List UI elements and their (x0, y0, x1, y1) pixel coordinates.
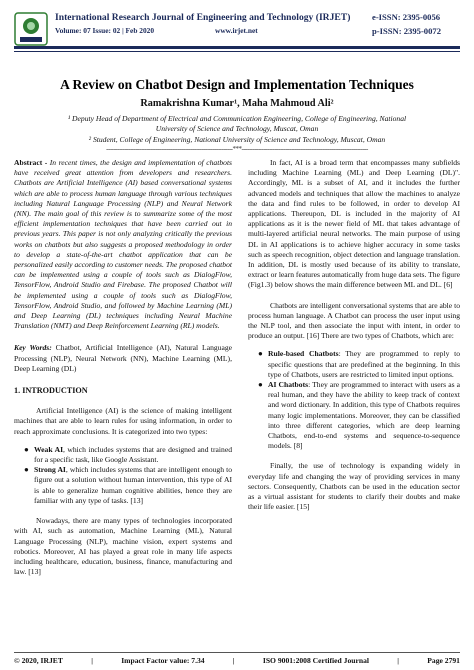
list-item (258, 349, 460, 380)
right-column (248, 158, 460, 513)
list-item-text: : They are programmed to interact with users as a real human, and they have the ability to keep track of context and word dictionary. In addition, this type of Chatbots requires many logic implementations. Moreover, they can be classified into three different categories, which are deep learning Chatbots, end-to-end systems and sequence-to-sequence models. [8] (268, 380, 461, 451)
journal-name: International Research Journal of Engineering and Technology (IRJET) (55, 12, 351, 23)
keywords (14, 343, 232, 374)
right-paragraph-3: Finally, the use of technology is expanding widely in everyday life and changing the way of providing services in many sectors. Consequently, Chatbots can be used in the education sector as a virtual assistant for students to clarify their doubts and make their life easier. [15] (248, 461, 460, 512)
bullet-icon: ● (24, 444, 29, 454)
page-footer (14, 656, 460, 665)
abstract-label: Abstract - (14, 158, 48, 167)
affiliation-1-line-2: University of Science and Technology, Muscat, Oman (155, 124, 319, 133)
footer-rule (14, 652, 460, 653)
paper-authors: Ramakrishna Kumar¹, Maha Mahmoud Ali² (140, 98, 334, 109)
list-item-label: AI Chatbots (268, 380, 309, 390)
bullet-icon: ● (258, 349, 263, 359)
list-item-label: Weak AI (34, 444, 64, 454)
abstract (14, 158, 232, 331)
ai-types-list (14, 445, 232, 506)
list-item-text: : They are programmed to reply to specific questions that are predefined at the beginning. In this type of Chatbots, users are restricted to limited input options. (268, 349, 460, 379)
affiliation-2: ² Student, College of Engineering, National University of Science and Technology, Muscat, Oman (88, 135, 386, 144)
list-item-label: Strong AI (34, 465, 66, 475)
abstract-text: In recent times, the design and implementation of chatbots have received great attention from developers and researchers. Chatbots are Artificial Intelligence (AI) based conversational systems which are able to process human language through various techniques including Natural Language Processing (NLP) and Neural Network (NN). The main goal of this review is to summarize some of the most efficient implementation techniques that have been carried out in previous years. This paper is not only analyzing critically the previous works on chatbots but also suggests a proposed methodology in order to develop a state-of-the-art chatbot application that can be personalized easily according to customer needs. The proposed chatbot can be implemented using a couple of tools such as DialogFlow, TensorFlow, Android Studio and Firebase. The proposed Chatbot will be implemented using a couple of tools such as DialogFlow, TensorFlow, Android Studio, and followed by Machine Learning (ML) and Deep Learning (DL) techniques including Neural Machine Translation (NMT) and Deep Reinforcement Learning (RL) models. (14, 158, 233, 331)
keywords-label: Key Words: (14, 343, 52, 353)
section-heading-introduction: 1. INTRODUCTION (14, 386, 88, 396)
list-item-label: Rule-based Chatbots (268, 349, 339, 359)
footer-separator: | (397, 656, 399, 665)
right-paragraph-1: In fact, AI is a broad term that encompasses many subfields including Machine Learning (ML) and Deep Learning (DL)". Accordingly, ML is a subset of AI, and it includes the further advanced models and techniques that allow the machines to analyze the data and find rules to be followed, in order to develop AI applications. Thereupon, DL is included in the majority of AI applications as it is the newer field of ML that takes advantage of multi-layered artificial neural networks. The main purpose of using DL in AI applications is to achieve higher accuracy in some tasks such as speech recognition, object detection and language translation. In addition, DL is mostly used because of its ability to translate, extract or learn features automatically from huge data sets. The figure (Fig1.3) below shows the main difference between ML and DL. [6] (248, 158, 460, 290)
p-issn: p-ISSN: 2395-0072 (372, 26, 441, 36)
footer-iso: ISO 9001:2008 Certified Journal (262, 656, 369, 665)
chatbot-types-list (248, 349, 460, 451)
intro-paragraph-1: Artificial Intelligence (AI) is the science of making intelligent machines that are able to learn rules for using information, in order to reach approximate conclusions. It is categorized into two types: (14, 406, 232, 436)
header-rule-thin (14, 51, 460, 52)
e-issn: e-ISSN: 2395-0056 (372, 12, 441, 22)
keywords-text: Chatbot, Artificial Intelligence (AI), Natural Language Processing (NLP), Neural Network (NN), Machine Learning (ML), Deep Learning (DL) (14, 343, 232, 373)
footer-copyright: © 2020, IRJET (14, 656, 63, 665)
volume-issue: Volume: 07 Issue: 02 | Feb 2020 (55, 26, 155, 35)
list-item (24, 465, 232, 506)
right-paragraph-2: Chatbots are intelligent conversational systems that are able to process human language. A Chatbot can process the user input using the NLP tool, and then associate the input with intent, in order to produce an output. [16] There are two types of Chatbots, which are: (248, 300, 460, 341)
list-item-text: , which includes systems that are designed and trained for a specific task, like Google Assistant. (34, 444, 233, 465)
irjet-logo-icon (14, 12, 48, 46)
paper-title: A Review on Chatbot Design and Implementation Techniques (60, 77, 414, 92)
footer-page-number: Page 2791 (427, 656, 460, 665)
bullet-icon: ● (258, 380, 263, 390)
footer-impact-factor: Impact Factor value: 7.34 (121, 656, 205, 665)
affiliation-1-line-1: ¹ Deputy Head of Department of Electrical and Communication Engineering, College of Engineering, National (67, 114, 407, 123)
list-item (258, 380, 461, 451)
intro-paragraph-2: Nowadays, there are many types of technologies incorporated with AI, such as automation, Machine Learning (ML), Natural Language Processing (NLP), machine vision, expert systems and robotics. Moreover, AI has played a great role in many life aspects including healthcare, education, business, finance, manufacturing and law. [13] (14, 516, 232, 577)
bullet-icon: ● (24, 465, 29, 475)
footer-separator: | (91, 656, 93, 665)
list-item (24, 444, 233, 465)
section-divider: ---------------------------------------------------------------------***--------------------------------------------------------------------- (106, 145, 368, 153)
header-rule (14, 46, 460, 49)
journal-logo (14, 12, 48, 46)
list-item-text: , which includes systems that are intelligent enough to figure out a solution without human intervention, this type of AI is able to generalize human cognitive abilities, hence they are familiar with any type of tasks. [13] (34, 465, 232, 505)
left-column (14, 158, 232, 577)
footer-separator: | (232, 656, 235, 665)
journal-website: www.irjet.net (215, 26, 258, 35)
